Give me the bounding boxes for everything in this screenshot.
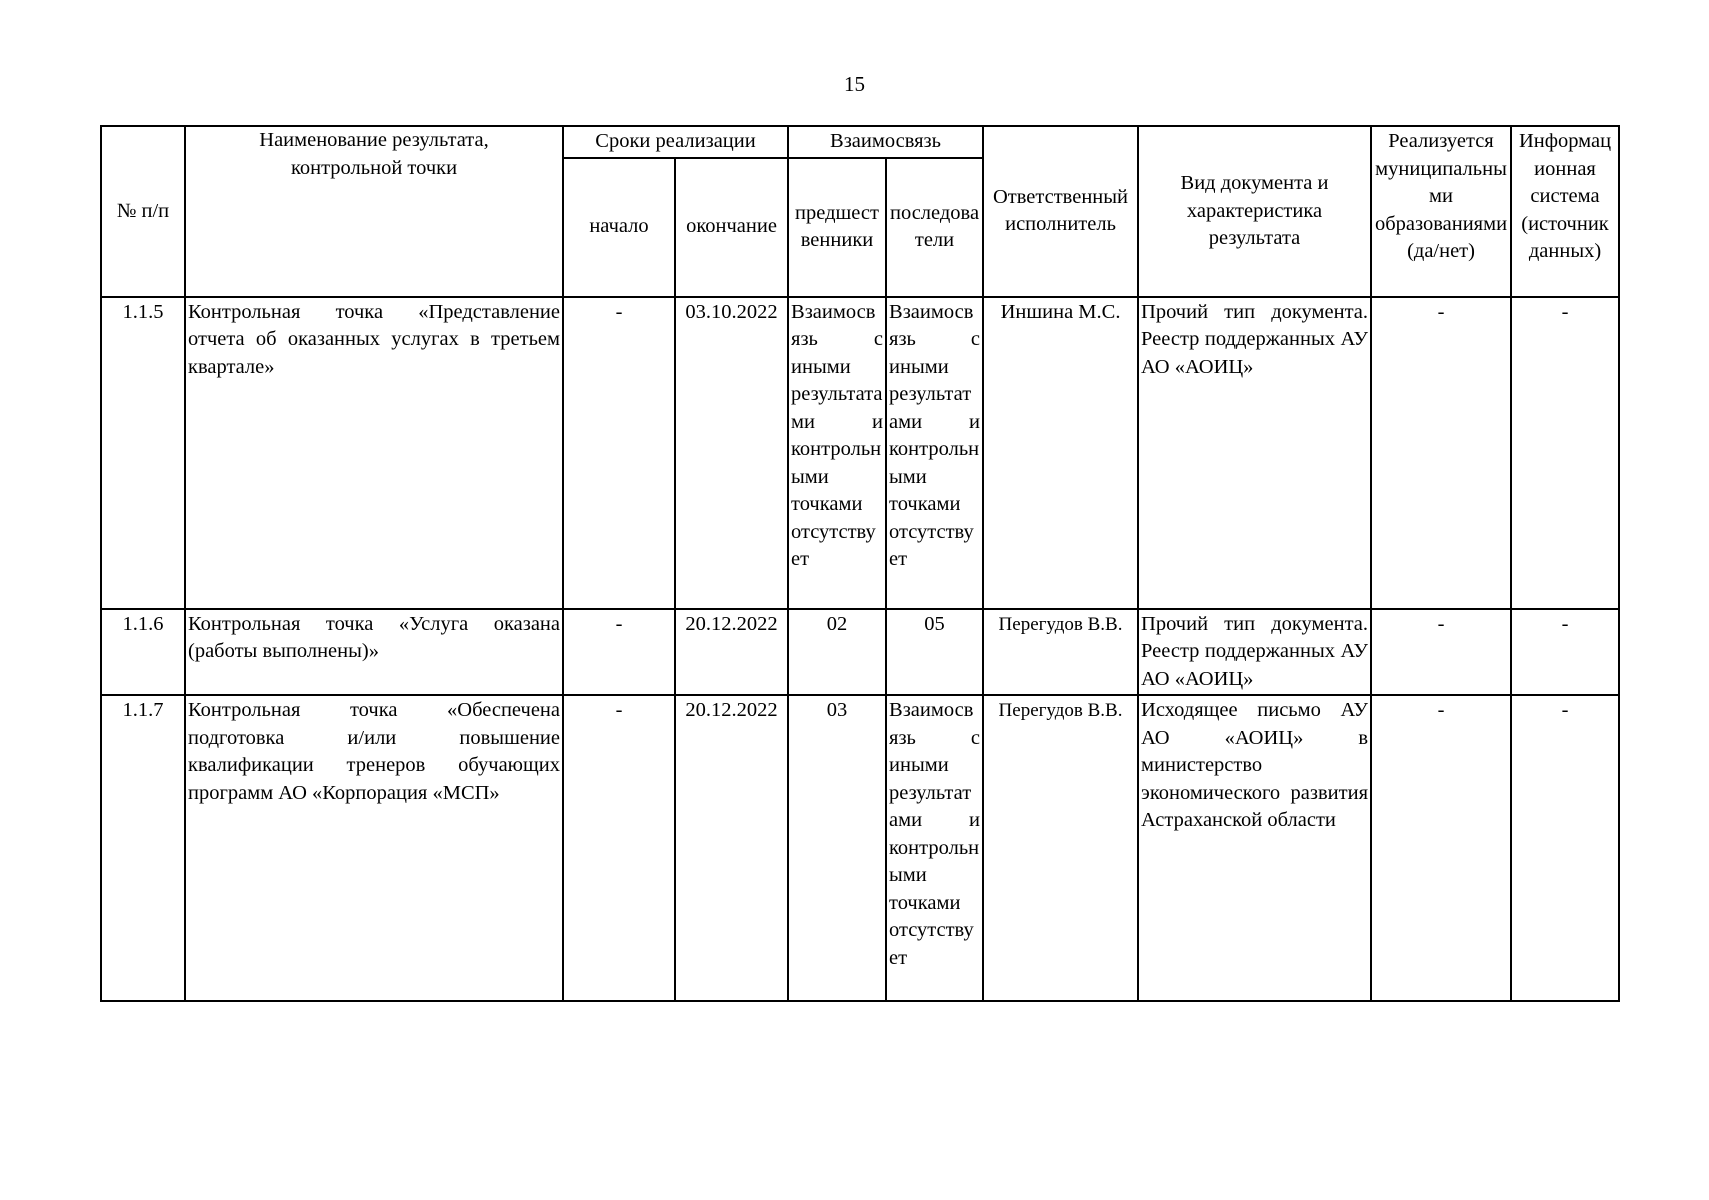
row-start: -	[563, 609, 675, 696]
row-end: 03.10.2022	[675, 297, 788, 609]
row-municipal: -	[1371, 695, 1511, 1001]
row-info-system: -	[1511, 297, 1619, 609]
row-predecessors: 02	[788, 609, 886, 696]
header-end: окончание	[675, 158, 788, 297]
header-link-group: Взаимосвязь	[788, 126, 983, 158]
row-doc-type: Прочий тип документа. Реестр поддержанных АУ АО «АОИЦ»	[1138, 609, 1371, 696]
row-start: -	[563, 695, 675, 1001]
header-municipal: Реализуется муниципальными образованиями (да/нет)	[1371, 126, 1511, 297]
header-predecessors: предшественники	[788, 158, 886, 297]
header-responsible: Ответственный исполнитель	[983, 126, 1138, 297]
header-info-system: Информационная система (источник данных)	[1511, 126, 1619, 297]
row-name: Контрольная точка «Представление отчета об оказанных услугах в третьем квартале»	[185, 297, 563, 609]
row-doc-type: Прочий тип документа. Реестр поддержанных АУ АО «АОИЦ»	[1138, 297, 1371, 609]
row-info-system: -	[1511, 695, 1619, 1001]
header-dates-group: Сроки реализации	[563, 126, 788, 158]
row-municipal: -	[1371, 609, 1511, 696]
table-row	[101, 695, 1619, 1001]
header-name: Наименование результата, контрольной точки	[185, 126, 563, 297]
table-row	[101, 297, 1619, 609]
header-doc-type: Вид документа и характеристика результата	[1138, 126, 1371, 297]
row-end: 20.12.2022	[675, 695, 788, 1001]
row-name: Контрольная точка «Обеспечена подготовка и/или повышение квалификации тренеров обучающих программ АО «Корпорация «МСП»	[185, 695, 563, 1001]
row-successors: Взаимосвязь с иными результатами и контрольными точками отсутствует	[886, 297, 983, 609]
row-predecessors: Взаимосвязь с иными результатами и контрольными точками отсутствует	[788, 297, 886, 609]
row-num: 1.1.5	[101, 297, 185, 609]
table-row	[101, 609, 1619, 696]
row-predecessors: 03	[788, 695, 886, 1001]
row-successors: 05	[886, 609, 983, 696]
row-successors: Взаимосвязь с иными результатами и контрольными точками отсутствует	[886, 695, 983, 1001]
row-start: -	[563, 297, 675, 609]
header-successors: последователи	[886, 158, 983, 297]
row-num: 1.1.7	[101, 695, 185, 1001]
row-doc-type: Исходящее письмо АУ АО «АОИЦ» в министерство экономического развития Астраханской области	[1138, 695, 1371, 1001]
row-info-system: -	[1511, 609, 1619, 696]
row-responsible: Иншина М.С.	[983, 297, 1138, 609]
row-municipal: -	[1371, 297, 1511, 609]
header-num: № п/п	[101, 126, 185, 297]
row-end: 20.12.2022	[675, 609, 788, 696]
row-responsible: Перегудов В.В.	[983, 695, 1138, 1001]
row-responsible: Перегудов В.В.	[983, 609, 1138, 696]
header-start: начало	[563, 158, 675, 297]
results-table	[100, 125, 1620, 1002]
page-number: 15	[844, 72, 865, 96]
row-name: Контрольная точка «Услуга оказана (работы выполнены)»	[185, 609, 563, 696]
row-num: 1.1.6	[101, 609, 185, 696]
